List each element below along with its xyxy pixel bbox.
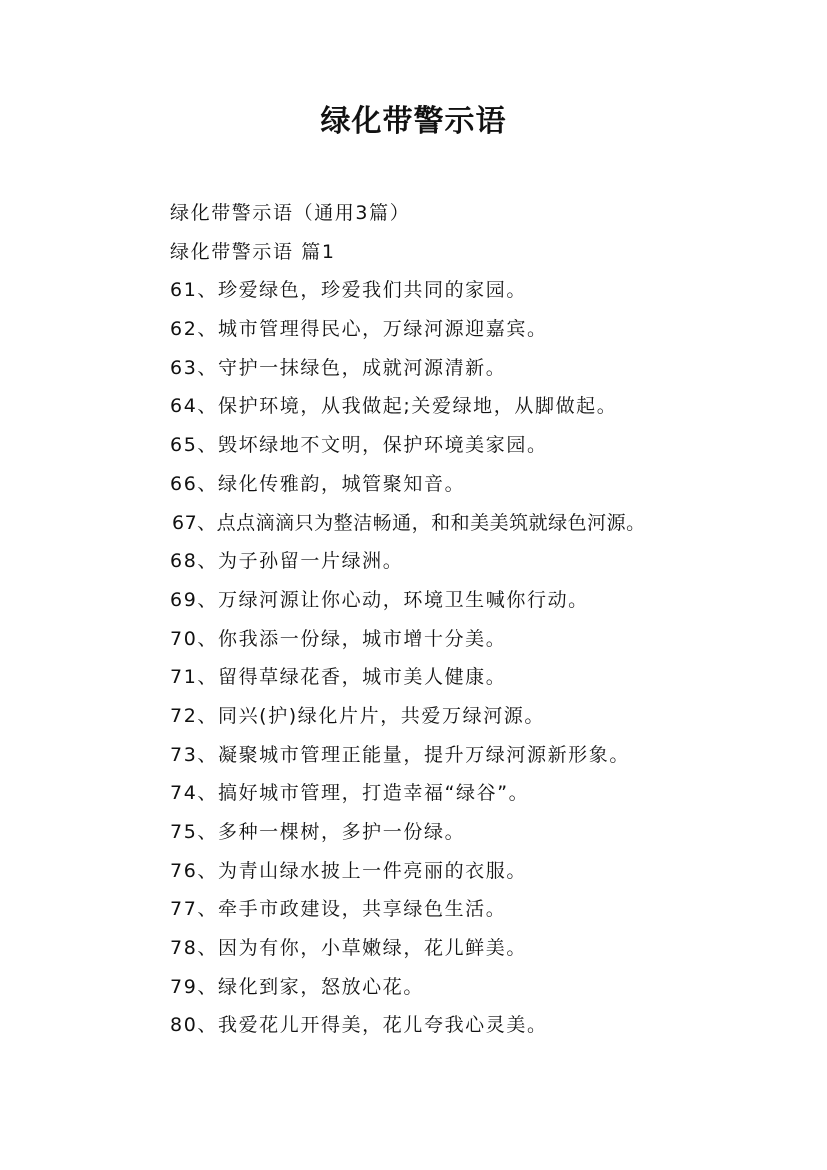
document-subtitle: 绿化带警示语（通用3篇） xyxy=(170,202,411,224)
slogan-item: 67、点点滴滴只为整洁畅通，和和美美筑就绿色河源。 xyxy=(172,511,646,534)
slogan-item: 79、绿化到家，怒放心花。 xyxy=(170,975,424,998)
slogan-item: 77、牵手市政建设，共享绿色生活。 xyxy=(170,898,507,921)
slogan-item: 76、为青山绿水披上一件亮丽的衣服。 xyxy=(170,859,527,882)
slogan-item: 66、绿化传雅韵，城管聚知音。 xyxy=(170,472,466,495)
slogan-item: 64、保护环境，从我做起;关爱绿地，从脚做起。 xyxy=(170,395,618,418)
slogan-item: 69、万绿河源让你心动，环境卫生喊你行动。 xyxy=(170,588,589,611)
slogan-item: 73、凝聚城市管理正能量，提升万绿河源新形象。 xyxy=(170,743,630,766)
section-heading: 绿化带警示语 篇1 xyxy=(170,240,336,263)
slogan-item: 63、守护一抹绿色，成就河源清新。 xyxy=(170,356,507,379)
page-title: 绿化带警示语 xyxy=(320,104,507,139)
slogan-item: 61、珍爱绿色，珍爱我们共同的家园。 xyxy=(170,279,527,302)
slogan-item: 72、同兴(护)绿化片片，共爱万绿河源。 xyxy=(170,704,546,727)
slogan-item: 71、留得草绿花香，城市美人健康。 xyxy=(170,666,507,689)
slogan-item: 78、因为有你，小草嫩绿，花儿鲜美。 xyxy=(170,937,527,960)
slogan-item: 68、为子孙留一片绿洲。 xyxy=(170,550,404,573)
slogan-item: 65、毁坏绿地不文明，保护环境美家园。 xyxy=(170,434,548,457)
slogan-item: 74、搞好城市管理，打造幸福“绿谷”。 xyxy=(170,782,530,805)
document-body xyxy=(170,194,810,1045)
slogan-item: 75、多种一棵树，多护一份绿。 xyxy=(170,821,466,843)
slogan-item: 62、城市管理得民心，万绿河源迎嘉宾。 xyxy=(170,318,548,341)
slogan-item: 70、你我添一份绿，城市增十分美。 xyxy=(170,627,507,650)
slogan-item: 80、我爱花儿开得美，花儿夸我心灵美。 xyxy=(170,1014,548,1037)
